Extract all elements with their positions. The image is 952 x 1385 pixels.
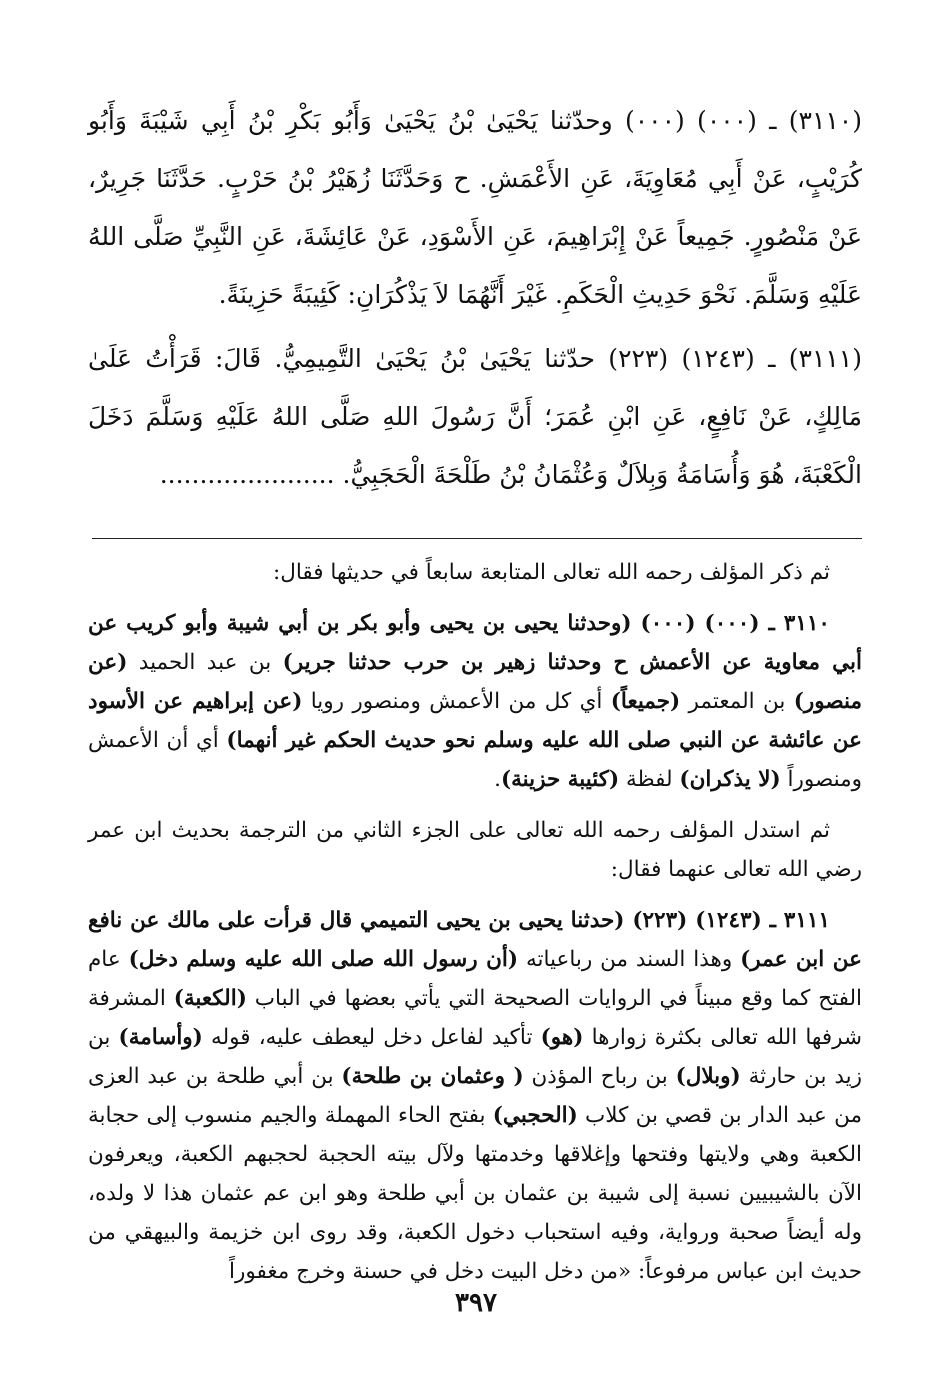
bold-quote: ٣١١١ ـ (١٢٤٣) (٢٢٣) (حدثنا يحيى بن يحيى التميمي قال قرأت على مالك عن نافع عن ابن عمر) bbox=[88, 908, 862, 972]
commentary-hadith-3111 bbox=[88, 901, 862, 1291]
commentary-span: لفظة bbox=[619, 767, 680, 792]
commentary-span: وهذا السند من رباعياته bbox=[518, 947, 741, 972]
commentary-text bbox=[88, 553, 862, 1291]
matn-text bbox=[88, 92, 862, 504]
commentary-intro-2: ثم استدل المؤلف رحمه الله تعالى على الجزء الثاني من الترجمة بحديث ابن عمر رضي الله تعالى عنهما فقال: bbox=[88, 818, 862, 882]
bold-quote: (الكعبة) bbox=[173, 986, 247, 1011]
commentary-span: المشرفة شرفها الله تعالى بكثرة زوارها bbox=[88, 986, 862, 1050]
commentary-span: تأكيد لفاعل دخل ليعطف عليه، قوله bbox=[202, 1025, 541, 1050]
bold-quote: (عن منصور) bbox=[88, 650, 862, 714]
bold-quote: (وبلال) bbox=[675, 1064, 741, 1089]
commentary-hadith-3110 bbox=[88, 604, 862, 799]
footnote-divider bbox=[92, 538, 862, 539]
bold-quote: (لا يذكران) bbox=[679, 767, 781, 792]
bold-quote: (هو) bbox=[540, 1025, 584, 1050]
hadith-3111-text: (٣١١١) ـ (١٢٤٣) (٢٢٣) حدّثنا يَحْيَىٰ بْنُ يَحْيَىٰ التَّمِيمِيُّ. قَالَ: قَرَأْتُ عَلَىٰ مَالِكٍ، عَنْ نَافِعٍ، عَنِ ابْنِ عُمَرَ؛ أَنَّ رَسُولَ اللهِ صَلَّى اللهُ عَلَيْهِ وَسَلَّمَ دَخَلَ الْكَعْبَةَ، هُوَ وَأُسَامَةُ وَبِلاَلٌ وَعُثْمَانُ بْنُ طَلْحَةَ الْحَجَبِيُّ. ...................... bbox=[88, 344, 862, 489]
bold-quote: (وأسامة) bbox=[118, 1025, 203, 1050]
bold-quote: ( وعثمان بن طلحة) bbox=[341, 1064, 524, 1089]
page-number: ٣٩٧ bbox=[455, 1288, 497, 1318]
commentary-span: أي كل من الأعمش ومنصور رويا bbox=[302, 689, 611, 714]
commentary-span: عام الفتح كما وقع مبيناً في الروايات الصحيحة التي يأتي بعضها في الباب bbox=[88, 947, 862, 1011]
bold-quote: (أن رسول الله صلى الله عليه وسلم دخل) bbox=[128, 947, 519, 972]
commentary-span: بن زيد بن حارثة bbox=[88, 1025, 862, 1089]
commentary-span: بن المعتمر bbox=[680, 689, 794, 714]
commentary-span: بن رباح المؤذن bbox=[523, 1064, 676, 1089]
bold-quote: ٣١١٠ ـ (٠٠٠) (٠٠٠) (وحدثنا يحيى بن يحيى وأبو بكر بن أبي شيبة وأبو كريب عن أبي معاوية عن الأعمش ح وحدثنا زهير بن حرب حدثنا جرير) bbox=[88, 611, 862, 675]
bold-quote: (عن إبراهيم عن الأسود عن عائشة عن النبي صلى الله عليه وسلم نحو حديث الحكم غير أنهما) bbox=[88, 689, 862, 753]
bold-quote: (الحجبي) bbox=[492, 1103, 578, 1128]
commentary-span: بن عبد الحميد bbox=[127, 650, 283, 675]
hadith-3110-text: (٣١١٠) ـ (٠٠٠) (٠٠٠) وحدّثنا يَحْيَىٰ بْنُ يَحْيَىٰ وَأَبُو بَكْرِ بْنُ أَبِي شَيْبَةَ وَأَبُو كُرَيْبٍ، عَنْ أَبِي مُعَاوِيَةَ، عَنِ الأَعْمَشِ. ح وَحَدَّثَنَا زُهَيْرُ بْنُ حَرْبٍ. حَدَّثَنَا جَرِيرٌ، عَنْ مَنْصُورٍ. جَمِيعاً عَنْ إِبْرَاهِيمَ، عَنِ الأَسْوَدِ، عَنْ عَائِشَةَ، عَنِ النَّبِيِّ صَلَّى اللهُ عَلَيْهِ وَسَلَّمَ. نَحْوَ حَدِيثِ الْحَكَمِ. غَيْرَ أَنَّهُمَا لاَ يَذْكُرَانِ: كَئِيبَةً حَزِينَةً. bbox=[88, 106, 862, 309]
page bbox=[88, 92, 862, 1342]
commentary-span: أي أن الأعمش ومنصوراً bbox=[88, 728, 862, 792]
commentary-intro-1: ثم ذكر المؤلف رحمه الله تعالى المتابعة سابعاً في حديثها فقال: bbox=[273, 560, 830, 585]
bold-quote: (جميعاً) bbox=[610, 689, 681, 714]
commentary-span: بن أبي طلحة بن عبد العزى من عبد الدار بن قصي بن كلاب bbox=[88, 1064, 862, 1128]
bold-quote: (كئيبة حزينة) bbox=[500, 767, 620, 792]
commentary-span: . bbox=[494, 767, 501, 792]
commentary-span: بفتح الحاء المهملة والجيم منسوب إلى حجابة الكعبة وهي ولايتها وفتحها وإغلاقها وخدمتها ولآل بيته الحجبة لحجبهم الكعبة، ويعرفون الآن بالشيبيين نسبة إلى شيبة بن عثمان بن أبي طلحة وهو ابن عم عثمان هذا لا ولده، وله أيضاً صحبة ورواية، وفيه استحباب دخول الكعبة، وقد روى ابن خزيمة والبيهقي من حديث ابن عباس مرفوعاً: «من دخل البيت دخل في حسنة وخرج مغفوراً bbox=[88, 1103, 862, 1284]
